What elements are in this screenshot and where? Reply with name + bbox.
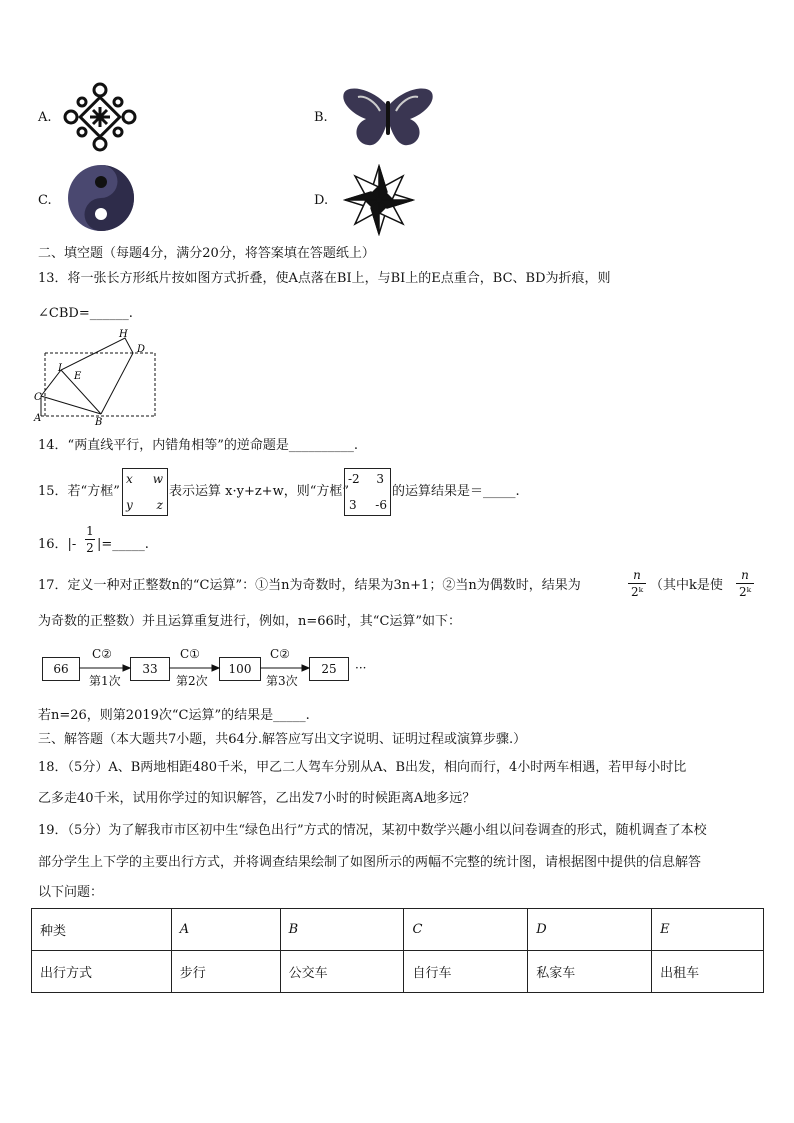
section-title: 三、解答题（本大题共7小题，共64分.解答应写出文字说明、证明过程或演算步骤.） [38, 732, 527, 747]
option-b-label: B. [314, 110, 328, 125]
question-19-line3: 以下问题： [38, 885, 104, 900]
yin-yang-icon [66, 163, 136, 233]
table-cell: 出行方式 [32, 951, 172, 993]
table-row [32, 909, 764, 951]
chain-step-2: 第2次 [176, 674, 208, 688]
question-15-part1: 15．若“方框” [38, 484, 120, 499]
question-18-line1: 18．（5分）A、B两地相距480千米，甲乙二人驾车分别从A、B出发，相向而行，4小时两车相遇，若甲每小时比 [38, 760, 687, 775]
label-b: B [95, 417, 103, 426]
chain-op-1: C② [92, 647, 112, 661]
question-17-line1: 17．定义一种对正整数n的“C运算”：①当n为奇数时，结果为3n+1；②当n为偶数时，结果为 [38, 578, 581, 593]
question-15-part2: 表示运算 x·y+z+w，则“方框” [169, 484, 349, 499]
folding-figure [33, 328, 159, 426]
question-13-answer-line: ∠CBD=______. [38, 306, 133, 321]
chain-step-1: 第1次 [89, 674, 121, 688]
table-cell: D [528, 909, 652, 951]
label-d: D [137, 344, 146, 355]
question-17-line1-b: （其中k是使 [650, 578, 723, 593]
table-cell: 公交车 [280, 951, 404, 993]
option-a-label: A. [38, 110, 52, 125]
question-13-text: 13．将一张长方形纸片按如图方式折叠，使A点落在BI上，与BI上的E点重合，BC、BD为折痕，则 [38, 271, 611, 286]
chain-box-1: 66 [42, 657, 80, 681]
chain-ellipsis: ··· [355, 661, 367, 675]
star-pattern-icon [343, 164, 415, 236]
table-cell: A [171, 909, 280, 951]
label-i: I [58, 363, 62, 374]
table-cell: 自行车 [404, 951, 528, 993]
option-c-label: C. [38, 193, 52, 208]
chain-op-3: C② [270, 647, 290, 661]
label-a: A [34, 413, 42, 424]
chain-box-2: 33 [130, 657, 170, 681]
question-16-suffix: |=_____. [97, 537, 149, 552]
fraction-half: 1 2 [86, 524, 94, 555]
question-16-prefix: 16．|- [38, 537, 77, 552]
table-cell: B [280, 909, 404, 951]
matrix-symbolic: x w y z [122, 468, 168, 516]
chinese-knot-icon [62, 82, 138, 152]
option-d-label: D. [314, 193, 329, 208]
chain-op-2: C① [180, 647, 200, 661]
table-cell: 私家车 [528, 951, 652, 993]
table-cell: E [652, 909, 764, 951]
label-h: H [119, 329, 128, 340]
fraction-n-over-2k-2: n 2ᵏ [736, 568, 754, 599]
fraction-n-over-2k: n 2ᵏ [628, 568, 646, 599]
question-15-part3: 的运算结果是＝_____. [392, 484, 520, 499]
matrix-numeric: -2 3 3 -6 [344, 468, 391, 516]
chain-box-4: 25 [309, 657, 349, 681]
label-e: E [74, 371, 82, 382]
section-title: 二、填空题（每题4分，满分20分，将答案填在答题纸上） [38, 246, 375, 261]
question-19-line1: 19．（5分）为了解我市市区初中生“绿色出行”方式的情况，某初中数学兴趣小组以问卷调查的形式，随机调查了本校 [38, 823, 707, 838]
chain-box-3: 100 [219, 657, 261, 681]
butterfly-icon [340, 85, 436, 151]
table-cell: 种类 [32, 909, 172, 951]
table-cell: 出租车 [652, 951, 764, 993]
label-c: C [34, 392, 42, 403]
table-row [32, 951, 764, 993]
question-17-line3: 若n=26，则第2019次“C运算”的结果是_____. [38, 708, 310, 723]
question-19-line2: 部分学生上下学的主要出行方式，并将调查结果绘制了如图所示的两幅不完整的统计图，请根据图中提供的信息解答 [38, 855, 702, 870]
question-14-text: 14．“两直线平行，内错角相等”的逆命题是__________. [38, 438, 358, 453]
travel-mode-table [31, 908, 764, 993]
table-cell: 步行 [171, 951, 280, 993]
chain-step-3: 第3次 [266, 674, 298, 688]
question-18-line2: 乙多走40千米，试用你学过的知识解答，乙出发7小时的时候距离A地多远？ [38, 791, 476, 806]
question-17-line2: 为奇数的正整数）并且运算重复进行，例如，n=66时，其“C运算”如下： [38, 614, 462, 629]
table-cell: C [404, 909, 528, 951]
